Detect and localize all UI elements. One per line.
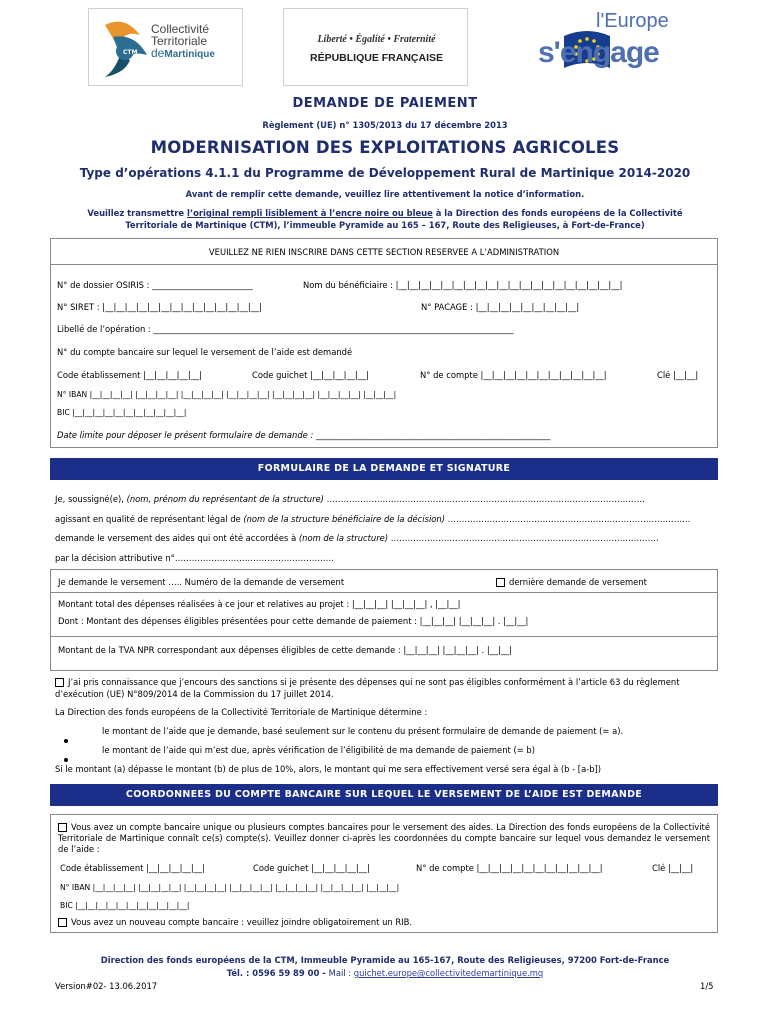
sanctions-checkbox[interactable]: J’ai pris connaissance que j’encours des sanctions si je présente des dépenses qui ne sont pas éligibles conformément à l’article 63 du règlement d’exécution (UE) N°809/2014 de la Commission du 17 juillet 2014. — [55, 677, 680, 699]
ctm-logo — [88, 8, 243, 86]
versement-field[interactable]: Je demande le versement ….. Numéro de la demande de versement — [58, 577, 345, 587]
soussigne-line[interactable]: Je, soussigné(e), (nom, prénom du représentant de la structure) …………………………………………………………………………………………………… — [55, 494, 645, 504]
agissant-line[interactable]: agissant en qualité de représentant légal de (nom de la structure bénéficiaire de la décision) …………………………………………………………………………… — [55, 514, 691, 524]
eu-line2: s'engage — [538, 36, 659, 69]
cle-field-2[interactable]: Clé |__|__| — [652, 863, 694, 873]
eu-line1: l'Europe — [596, 10, 669, 32]
pacage-field[interactable]: N° PACAGE : |__|__|__|__|__|__|__|__|__| — [421, 302, 580, 312]
iban-field-2[interactable]: N° IBAN |__|__|__|__| |__|__|__|__| |__|__|__|__| |__|__|__|__| |__|__|__|__| |__|__|__|__| |__|__|__| — [60, 883, 400, 892]
checkbox-icon[interactable] — [58, 918, 67, 927]
versement-divider1 — [50, 592, 718, 593]
footer-address: Direction des fonds européens de la CTM, Immeuble Pyramide au 165-167, Route des Religieuses, 97200 Fort-de-France — [100, 955, 670, 965]
derniere-checkbox[interactable]: dernière demande de versement — [496, 577, 647, 587]
checkbox-icon[interactable] — [58, 823, 67, 832]
footer-contact: Tél. : 0596 59 89 00 - Mail : guichet.europe@collectivitedemartinique.mq — [226, 968, 544, 978]
checkbox-icon[interactable] — [496, 578, 505, 587]
page-title: DEMANDE DE PAIEMENT — [292, 96, 478, 111]
mail-link[interactable]: guichet.europe@collectivitedemartinique.mq — [353, 968, 544, 978]
decision-line[interactable]: par la décision attributive n°………………………………………………… — [55, 553, 334, 563]
transmit-line2: Territoriale de Martinique (CTM), l’immeuble Pyramide au 165 – 167, Route des Religieuses, à Fort-de-France) — [125, 220, 645, 230]
nouveau-compte-checkbox[interactable]: Vous avez un nouveau compte bancaire : veuillez joindre obligatoirement un RIB. — [58, 917, 412, 927]
rf-motto: Liberté • Égalité • Fraternité — [317, 34, 436, 45]
demande-line[interactable]: demande le versement des aides qui ont été accordées à (nom de la structure) …………………………………………………………………………………… — [55, 533, 659, 543]
direction-text: La Direction des fonds européens de la Collectivité Territoriale de Martinique détermine : — [55, 707, 428, 717]
bullet-icon — [64, 730, 68, 749]
osiris-field[interactable]: N° de dossier OSIRIS : ________________________ — [57, 280, 253, 290]
cle-field[interactable]: Clé |__|__| — [657, 370, 699, 380]
notice: Avant de remplir cette demande, veuillez lire attentivement la notice d’information. — [185, 189, 585, 199]
ctm-line3: de — [151, 46, 165, 60]
code-guichet-field-2[interactable]: Code guichet |__|__|__|__|__| — [253, 863, 370, 873]
bic-field-2[interactable]: BIC |__|__|__|__|__|__|__|__|__|__|__| — [60, 901, 190, 910]
hummingbird-icon — [95, 15, 155, 81]
section-bar-formulaire: FORMULAIRE DE LA DEMANDE ET SIGNATURE — [50, 458, 718, 480]
transmit-line1: Veuillez transmettre l’original rempli lisiblement à l’encre noire ou bleue à la Direction des fonds européens de la Collectivité — [87, 208, 683, 218]
compte-unique-checkbox[interactable]: Vous avez un compte bancaire unique ou plusieurs comptes bancaires pour le versement des aides. La Direction des fonds européens de la Collectivité Territoriale de Martinique connaît ce(s) compte(s). Veuillez donner ci-après les coordonnées du compte bancaire sur lequel vous demandez le versement de l’aide : — [58, 822, 710, 854]
code-etab-field[interactable]: Code établissement |__|__|__|__|__| — [57, 370, 202, 380]
libelle-field[interactable]: Libellé de l’opération : ______________________________________________________________________________________ — [57, 324, 514, 334]
page-number: 1/5 — [700, 981, 714, 991]
iban-field[interactable]: N° IBAN |__|__|__|__| |__|__|__|__| |__|__|__|__| |__|__|__|__| |__|__|__|__| |__|__|__|__| |__|__|__| — [57, 390, 397, 399]
montant-total-field[interactable]: Montant total des dépenses réalisées à ce jour et relatives au projet : |__|__|__| |__|__|__| , |__|__| — [58, 599, 461, 609]
ctm-badge: CTM — [123, 49, 138, 56]
republique-francaise-logo — [283, 8, 468, 86]
versement-divider2 — [50, 636, 718, 637]
siret-field[interactable]: N° SIRET : |__|__|__|__|__|__|__|__|__|__|__|__|__|__| — [57, 302, 262, 312]
europe-engage-logo — [536, 8, 704, 86]
date-limite-field[interactable]: Date limite pour déposer le présent formulaire de demande : ________________________________________________________ — [57, 430, 551, 440]
ctm-line2: Territoriale — [151, 34, 208, 48]
ctm-line1: Collectivité — [151, 22, 210, 36]
num-compte-field-2[interactable]: N° de compte |__|__|__|__|__|__|__|__|__|__|__| — [416, 863, 603, 873]
admin-divider — [50, 264, 718, 265]
num-compte-field[interactable]: N° de compte |__|__|__|__|__|__|__|__|__|__|__| — [420, 370, 607, 380]
ctm-line4: Martinique — [164, 49, 215, 60]
section-bar-coordonnees: COORDONNEES DU COMPTE BANCAIRE SUR LEQUEL LE VERSEMENT DE L’AIDE EST DEMANDE — [50, 784, 718, 806]
bic-field[interactable]: BIC |__|__|__|__|__|__|__|__|__|__|__| — [57, 408, 187, 417]
regulation: Règlement (UE) n° 1305/2013 du 17 décembre 2013 — [262, 120, 508, 130]
version-label: Version#02- 13.06.2017 — [55, 981, 158, 991]
operation-type: Type d’opérations 4.1.1 du Programme de Développement Rural de Martinique 2014-2020 — [79, 166, 691, 180]
si-montant-text: Si le montant (a) dépasse le montant (b) de plus de 10%, alors, le montant qui me sera effectivement versé sera égal à (b - [a-b]) — [55, 764, 602, 774]
admin-heading: VEUILLEZ NE RIEN INSCRIRE DANS CETTE SECTION RESERVEE A L’ADMINISTRATION — [208, 247, 560, 257]
beneficiaire-field[interactable]: Nom du bénéficiaire : |__|__|__|__|__|__|__|__|__|__|__|__|__|__|__|__|__|__|__|__| — [303, 280, 623, 290]
checkbox-icon[interactable] — [55, 678, 64, 687]
rf-name: RÉPUBLIQUE FRANÇAISE — [309, 52, 443, 64]
compte-bancaire-label: N° du compte bancaire sur lequel le versement de l’aide est demandé — [57, 347, 353, 357]
dont-field[interactable]: Dont : Montant des dépenses éligibles présentées pour cette demande de paiement : |__|__|__| |__|__|__| . |__|__| — [58, 616, 529, 626]
subtitle: MODERNISATION DES EXPLOITATIONS AGRICOLES — [150, 138, 620, 157]
bullet1-text: le montant de l’aide que je demande, basé seulement sur le contenu du présent formulaire de demande de paiement (= a). — [102, 726, 624, 736]
tva-field[interactable]: Montant de la TVA NPR correspondant aux dépenses éligibles de cette demande : |__|__|__| |__|__|__| . |__|__| — [58, 645, 513, 655]
bullet2-text: le montant de l’aide qui m’est due, après vérification de l’éligibilité de ma demande de paiement (= b) — [102, 745, 535, 755]
code-etab-field-2[interactable]: Code établissement |__|__|__|__|__| — [60, 863, 205, 873]
code-guichet-field[interactable]: Code guichet |__|__|__|__|__| — [252, 370, 369, 380]
